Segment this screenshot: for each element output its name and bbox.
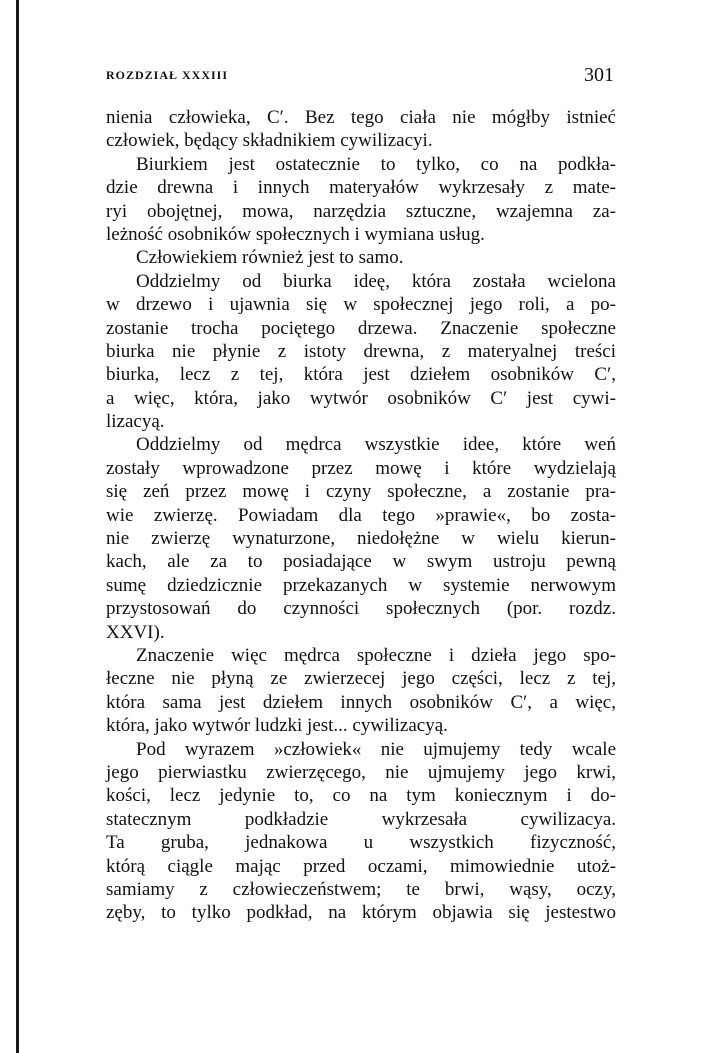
text-line: sumę dziedzicznie przekazanych w systemie nerwowym (106, 574, 616, 596)
text-line: XXVI). (106, 621, 165, 643)
text-line: kach, ale za to posiadające w swym ustroju pewną (106, 551, 616, 573)
text-line: kości, lecz jedynie to, co na tym koniecznym i do- (106, 785, 616, 807)
text-line: łeczne nie płyną ze zwierzecej jego części, lecz z tej, (106, 668, 616, 690)
text-line: a więc, która, jako wytwór osobników C′ jest cywi- (106, 387, 616, 409)
text-line: jego pierwiastku zwierzęcego, nie ujmujemy jego krwi, (106, 761, 616, 783)
text-line: Oddzielmy od mędrca wszystkie idee, które weń (136, 434, 616, 456)
running-head: ROZDZIAŁ XXXIII (106, 68, 229, 82)
text-line: biurka nie płynie z istoty drewna, z materyalnej treści (106, 340, 616, 362)
text-line: zęby, to tylko podkład, na którym objawia się jestestwo (106, 902, 616, 924)
text-line: nie zwierzę wynaturzone, niedołężne w wielu kierun- (106, 528, 616, 550)
text-line: która sama jest dziełem innych osobników C′, a więc, (106, 691, 616, 713)
text-line: Oddzielmy od biurka ideę, która została wcielona (136, 270, 616, 292)
text-body (106, 106, 616, 925)
text-line: biurka, lecz z tej, która jest dziełem osobników C′, (106, 364, 616, 386)
text-line: zostały wprowadzone przez mowę i które wydzielają (106, 457, 616, 479)
text-line: leżność osobników społecznych i wymiana usług. (106, 223, 485, 245)
text-line: statecznym podkładzie wykrzesała cywilizacya. (106, 808, 616, 830)
page-header (106, 64, 614, 88)
page-number: 301 (584, 64, 614, 86)
text-line: którą ciągle mając przed oczami, mimowiednie utoż- (106, 855, 616, 877)
text-line: lizacyą. (106, 411, 165, 433)
text-line: się zeń przez mowę i czyny społeczne, a zostanie pra- (106, 481, 616, 503)
text-line: ryi obojętnej, mowa, narzędzia sztuczne, wzajemna za- (106, 200, 616, 222)
text-line: zostanie trocha pociętego drzewa. Znaczenie społeczne (106, 317, 616, 339)
text-line: dzie drewna i innych materyałów wykrzesały z mate- (106, 177, 616, 199)
scan-edge-line (16, 0, 19, 1053)
text-line: samiamy z człowieczeństwem; te brwi, wąsy, oczy, (106, 878, 616, 900)
text-line: Znaczenie więc mędrca społeczne i dzieła jego spo- (136, 644, 616, 666)
text-line: człowiek, będący składnikiem cywilizacyi. (106, 130, 433, 152)
text-line: Biurkiem jest ostatecznie to tylko, co na podkła- (136, 153, 616, 175)
text-line: przystosowań do czynności społecznych (por. rozdz. (106, 598, 616, 620)
text-line: która, jako wytwór ludzki jest... cywilizacyą. (106, 715, 448, 737)
text-line: Ta gruba, jednakowa u wszystkich fizyczność, (106, 832, 616, 854)
text-line: Człowiekiem również jest to samo. (136, 247, 404, 269)
text-line: wie zwierzę. Powiadam dla tego »prawie«, bo zosta- (106, 504, 616, 526)
text-line: nienia człowieka, C′. Bez tego ciała nie mógłby istnieć (106, 107, 616, 128)
text-line: w drzewo i ujawnia się w społecznej jego roli, a po- (106, 294, 616, 316)
text-line: Pod wyrazem »człowiek« nie ujmujemy tedy wcale (136, 738, 616, 760)
